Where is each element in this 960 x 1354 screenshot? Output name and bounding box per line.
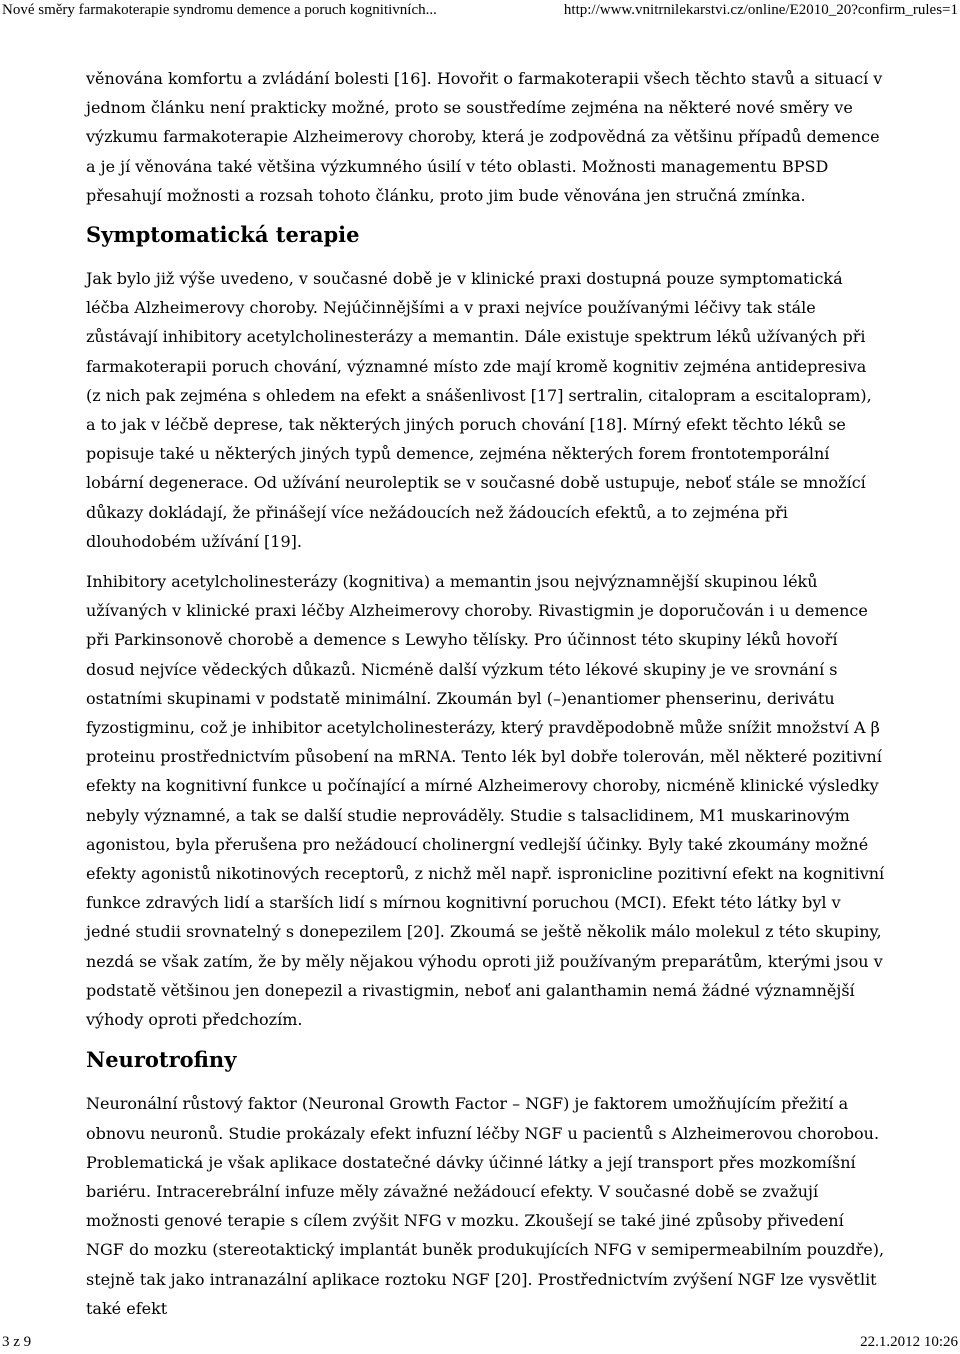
page-footer (0, 1330, 960, 1354)
page-title: Nové směry farmakoterapie syndromu demence a poruch kognitivních... (2, 2, 437, 18)
print-datetime: 22.1.2012 10:26 (860, 1334, 958, 1350)
page-url: http://www.vnitrnilekarstvi.cz/online/E2010_20?confirm_rules=1 (563, 2, 958, 18)
article-content (86, 64, 886, 1323)
section-heading-neurotrofiny: Neurotrofiny (86, 1047, 237, 1073)
neurotrofiny-paragraph-1: Neuronální růstový faktor (Neuronal Growth Factor – NGF) je faktorem umožňujícím přežití a obnovu neuronů. Studie prokázaly efekt infuzní léčby NGF u pacientů s Alzheimerovou chorobou. Problematická je však aplikace dostatečné dávky účinné látky a její transport přes mozkomíšní bariéru. Intracerebrální infuze měly závažné nežádoucí efekty. V současné době se zvažují možnosti genové terapie s cílem zvýšit NFG v mozku. Zkoušejí se také jiné způsoby přivedení NGF do mozku (stereotaktický implantát buněk produkujících NFG v semipermeabilním pouzdře), stejně tak jako intranazální aplikace roztoku NGF [20]. Prostřednictvím zvýšení NGF lze vysvětlit také efekt (86, 1094, 885, 1318)
section-heading-symptomaticka-terapie: Symptomatická terapie (86, 222, 360, 248)
page-number: 3 z 9 (2, 1334, 32, 1350)
intro-paragraph: věnována komfortu a zvládání bolesti [16]. Hovořit o farmakoterapii všech těchto stavů a situací v jednom článku není prakticky možné, proto se soustředíme zejména na některé nové směry ve výzkumu farmakoterapie Alzheimerovy choroby, která je zodpovědná za většinu případů demence a je jí věnována také většina výzkumného úsilí v této oblasti. Možnosti managementu BPSD přesahují možnosti a rozsah tohoto článku, proto jim bude věnována jen stručná zmínka. (86, 69, 883, 205)
page-header (0, 0, 960, 22)
symptomaticka-terapie-paragraph-1: Jak bylo již výše uvedeno, v současné době je v klinické praxi dostupná pouze symptomatická léčba Alzheimerovy choroby. Nejúčinnějšími a v praxi nejvíce používanými léčivy tak stále zůstávají inhibitory acetylcholinesterázy a memantin. Dále existuje spektrum léků užívaných při farmakoterapii poruch chování, významné místo zde mají kromě kognitiv zejména antidepresiva (z nich pak zejména s ohledem na efekt a snášenlivost [17] sertralin, citalopram a escitalopram), a to jak v léčbě deprese, tak některých jiných poruch chování [18]. Mírný efekt těchto léků se popisuje také u některých jiných typů demence, zejména některých forem frontotemporální lobární degenerace. Od užívání neuroleptik se v současné době ustupuje, neboť stále se množící důkazy dokládají, že přinášejí více nežádoucích než žádoucích efektů, a to zejména při dlouhodobém užívání [19]. (86, 269, 872, 551)
symptomaticka-terapie-paragraph-2: Inhibitory acetylcholinesterázy (kognitiva) a memantin jsou nejvýznamnější skupinou léků užívaných v klinické praxi léčby Alzheimerovy choroby. Rivastigmin je doporučován i u demence při Parkinsonově chorobě a demence s Lewyho tělísky. Pro účinnost této skupiny léků hovoří dosud nejvíce vědeckých důkazů. Nicméně další výzkum této lékové skupiny je ve srovnání s ostatními skupinami v podstatě minimální. Zkoumán byl (–)enantiomer phenserinu, derivátu fyzostigminu, což je inhibitor acetylcholinesterázy, který pravděpodobně může snížit množství A β proteinu prostřednictvím působení na mRNA. Tento lék byl dobře tolerován, měl některé pozitivní efekty na kognitivní funkce u počínající a mírné Alzheimerovy choroby, nicméně klinické výsledky nebyly významné, a tak se další studie neprováděly. Studie s talsaclidinem, M1 muskarinovým agonistou, byla přerušena pro nežádoucí cholinergní vedlejší účinky. Byly také zkoumány možné efekty agonistů nikotinových receptorů, z nichž měl např. ispronicline pozitivní efekt na kognitivní funkce zdravých lidí a starších lidí s mírnou kognitivní poruchou (MCI). Efekt této látky byl v jedné studii srovnatelný s donepezilem [20]. Zkoumá se ještě několik málo molekul z této skupiny, nezdá se však zatím, že by měly nějakou výhodu oproti již používaným preparátům, kterými jsou v podstatě většinou jen donepezil a rivastigmin, neboť ani galanthamin nemá žádné významnější výhody oproti předchozím. (86, 572, 885, 1030)
